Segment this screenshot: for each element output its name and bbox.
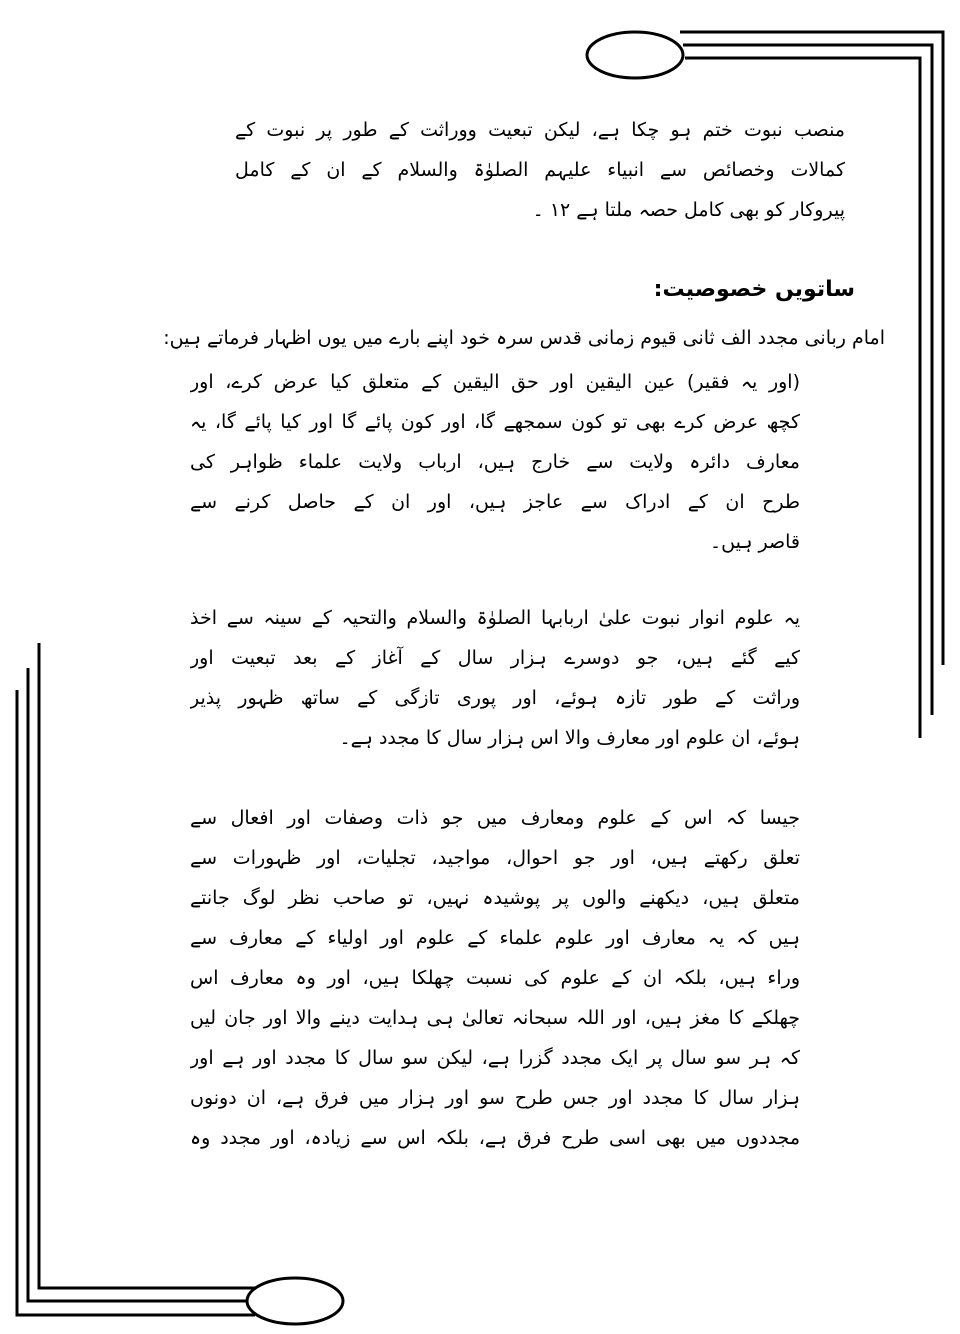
quote-line: وراء ہیں، بلکہ ان کے علوم کی نسبت چھلکا ہیں، اور وہ معارف اس: [190, 967, 800, 989]
bottom-oval-ornament: [247, 1278, 343, 1324]
quote-line: ہوئے، ان علوم اور معارف والا اس ہزار سال کا مجدد ہے۔: [339, 727, 800, 749]
quote-line: متعلق ہیں، دیکھنے والوں پر پوشیدہ نہیں، تو صاحب نظر لوگ جانتے: [190, 887, 800, 909]
quote-paragraph-3: [190, 798, 800, 1158]
quote-line: کہ ہر سو سال پر ایک مجدد گزرا ہے، لیکن سو سال کا مجدد اور ہے اور: [190, 1047, 800, 1069]
quote-line: تعلق رکھتے ہیں، اور جو احوال، مواجید، تجلیات، اور ظہورات سے: [190, 847, 800, 869]
section-heading: ساتویں خصوصیت:: [653, 277, 855, 302]
quote-line: ہزار سال کا مجدد اور جس طرح سو اور ہزار میں فرق ہے، ان دونوں: [190, 1087, 800, 1109]
quote-paragraph-1: [190, 362, 800, 562]
quote-line: چھلکے کا مغز ہیں، اور اللہ سبحانہ تعالیٰ ہی ہدایت دینے والا اور جان لیں: [190, 1007, 800, 1029]
paragraph-1: [235, 110, 845, 230]
quote-line: جیسا کہ اس کے علوم ومعارف میں جو ذات وصفات اور افعال سے: [190, 807, 800, 829]
intro-text: امام ربانی مجدد الف ثانی قیوم زمانی قدس سرہ خود اپنے بارے میں یوں اظہار فرماتے ہیں:: [163, 327, 885, 349]
quote-line: کیے گئے ہیں، جو دوسرے ہزار سال کے آغاز کے بعد تبعیت اور: [190, 647, 800, 669]
paragraph-1-line: منصب نبوت ختم ہو چکا ہے، لیکن تبعیت ووراثت کے طور پر نبوت کے: [235, 119, 845, 141]
intro-line: [95, 318, 885, 358]
quote-line: (اور یہ فقیر) عین الیقین اور حق الیقین کے متعلق کیا عرض کرے، اور: [190, 371, 800, 393]
quote-line: ہیں کہ یہ معارف اور علوم علماء کے علوم اور اولیاء کے معارف سے: [190, 927, 800, 949]
quote-line: یہ علوم انوار نبوت علیٰ اربابہا الصلوٰۃ والسلام والتحیہ کے سینہ سے اخذ: [190, 607, 800, 629]
quote-line: معارف دائرہ ولایت سے خارج ہیں، ارباب ولایت علماء ظواہر کی: [190, 451, 800, 473]
quote-line: مجددوں میں بھی اسی طرح فرق ہے، بلکہ اس سے زیادہ، اور مجدد وہ: [190, 1127, 800, 1149]
quote-paragraph-2: [190, 598, 800, 758]
quote-line: طرح ان کے ادراک سے عاجز ہیں، اور ان کے حاصل کرنے سے: [190, 491, 800, 513]
quote-line: وراثت کے طور تازہ ہوئے، اور پوری تازگی کے ساتھ ظہور پذیر: [190, 687, 800, 709]
quote-line: قاصر ہیں۔: [710, 531, 800, 553]
paragraph-1-line: کمالات وخصائص سے انبیاء علیہم الصلوٰۃ والسلام کے ان کے کامل: [235, 159, 845, 181]
top-oval-ornament: [587, 32, 683, 78]
quote-line: کچھ عرض کرے بھی تو کون سمجھے گا، اور کون پائے گا اور کیا پائے گا، یہ: [190, 411, 800, 433]
paragraph-1-line: پیروکار کو بھی کامل حصہ ملتا ہے ۱۲ ۔: [532, 199, 845, 221]
